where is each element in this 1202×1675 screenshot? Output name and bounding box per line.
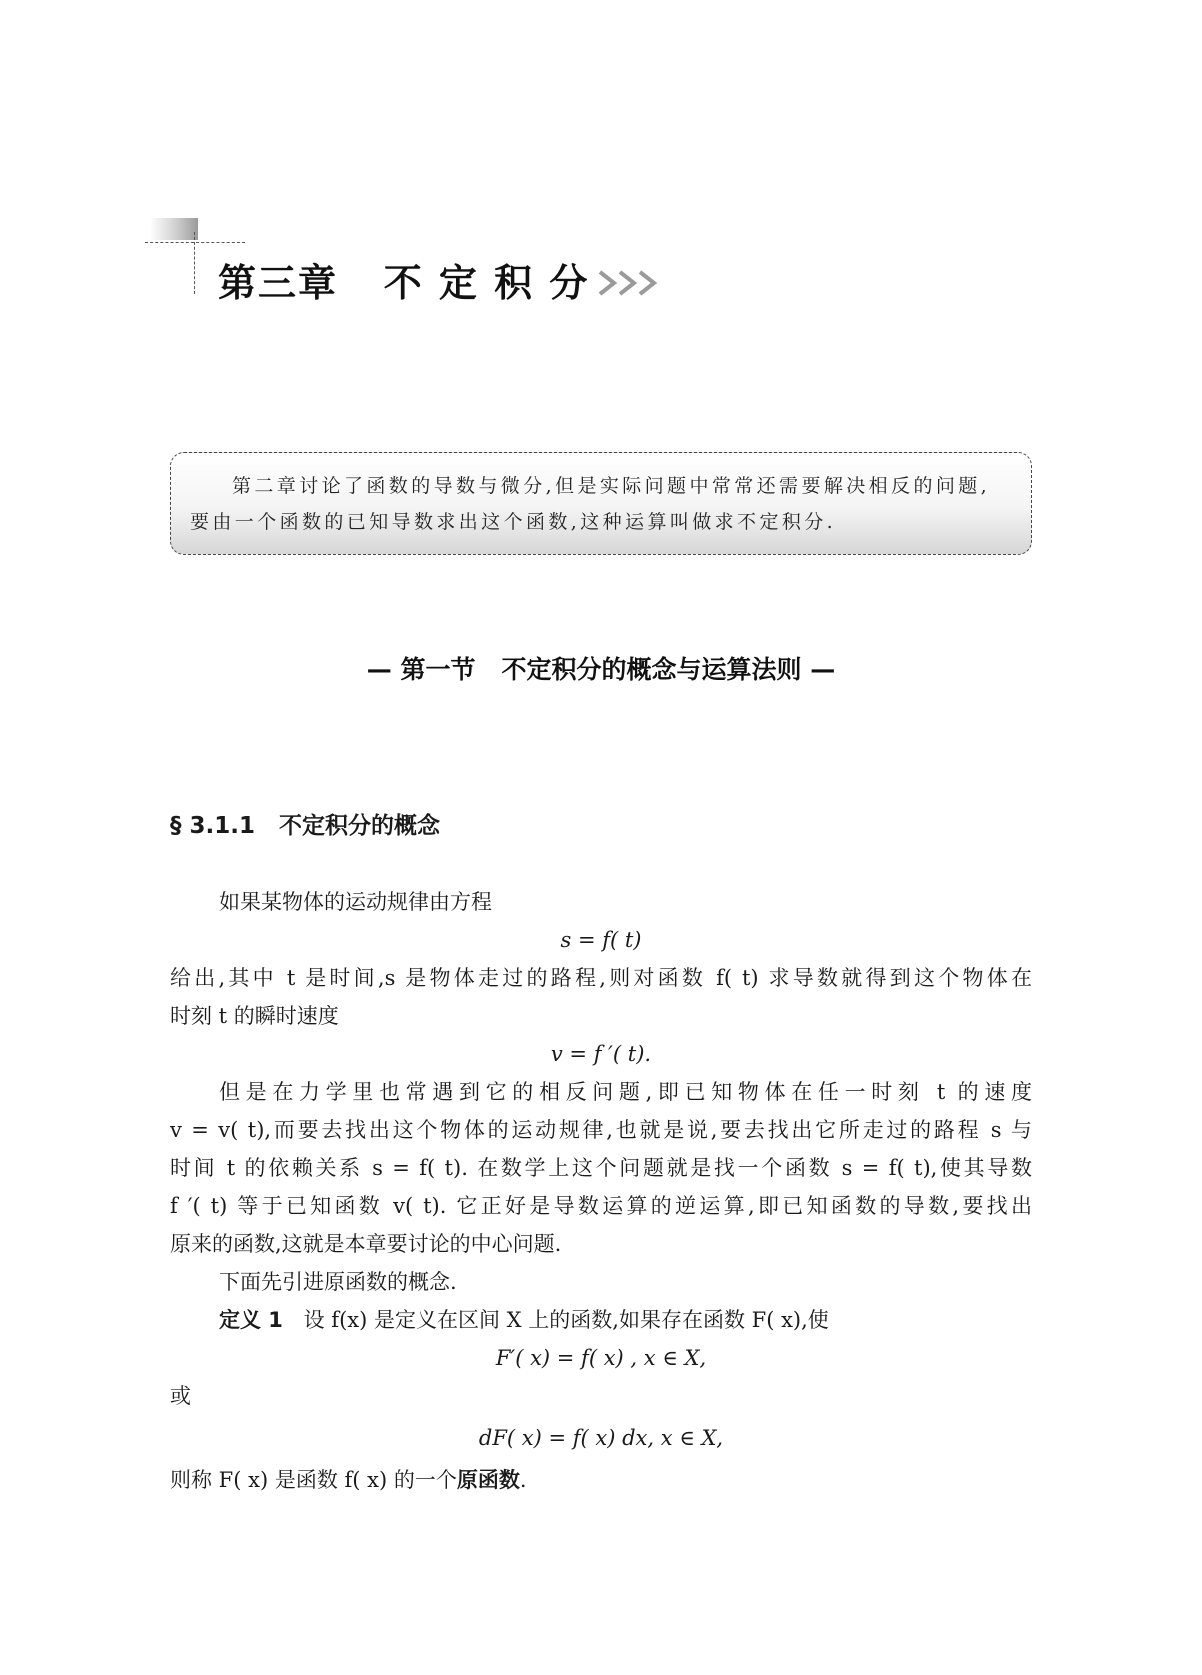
chapter-decoration-hline	[145, 242, 245, 243]
subsection-title: § 3.1.1 不定积分的概念	[170, 813, 441, 839]
equation: s = f( t)	[560, 928, 642, 952]
equation: dF( x) = f( x) dx, x ∈ X,	[478, 1426, 724, 1450]
paragraph-line: 但是在力学里也常遇到它的相反问题,即已知物体在任一时刻 t 的速度	[219, 1080, 1032, 1104]
definition-text: 设 f(x) 是定义在区间 X 上的函数,如果存在函数 F( x),使	[303, 1308, 829, 1332]
intro-text: 第二章讨论了函数的导数与微分,但是实际问题中常常还需要解决相反的问题,要由一个函数的已知导数求出这个函数,这种运算叫做求不定积分.	[190, 475, 991, 533]
paragraph-line: f ′( t) 等于已知函数 v( t). 它正好是导数运算的逆运算,即已知函数的导数,要找出	[170, 1194, 1032, 1218]
paragraph-line: 给出,其中 t 是时间,s 是物体走过的路程,则对函数 f( t) 求导数就得到这个物体在	[170, 966, 1032, 990]
chapter-title: 第三章 不 定 积 分	[218, 261, 590, 305]
definition-label: 定义 1	[219, 1308, 283, 1332]
chapter-intro-text	[190, 468, 1012, 540]
chevron-right-icon	[632, 266, 666, 300]
section-title: — 第一节 不定积分的概念与运算法则 —	[366, 655, 836, 684]
equation: v = f ′( t).	[550, 1042, 652, 1066]
paragraph-line: 时刻 t 的瞬时速度	[170, 1004, 339, 1028]
paragraph-line: 时间 t 的依赖关系 s = f( t). 在数学上这个问题就是找一个函数 s = f( t),使其导数	[170, 1156, 1032, 1180]
chapter-decoration-bar	[150, 218, 198, 240]
paragraph-line	[170, 1462, 527, 1499]
term-primitive-function: 原函数	[456, 1468, 520, 1492]
chapter-decoration-vline	[194, 232, 195, 294]
paragraph-line: 如果某物体的运动规律由方程	[219, 890, 492, 914]
definition-line	[219, 1302, 829, 1339]
paragraph-line: 原来的函数,这就是本章要讨论的中心问题.	[170, 1232, 562, 1256]
paragraph-line: v = v( t),而要去找出这个物体的运动规律,也就是说,要去找出它所走过的路程 s 与	[170, 1118, 1032, 1142]
paragraph-line: 下面先引进原函数的概念.	[219, 1270, 457, 1294]
equation: F′( x) = f( x) , x ∈ X,	[495, 1346, 707, 1370]
definition-conclusion: 则称 F( x) 是函数 f( x) 的一个	[170, 1468, 457, 1492]
paragraph-line: 或	[170, 1384, 191, 1408]
period: .	[519, 1468, 527, 1492]
